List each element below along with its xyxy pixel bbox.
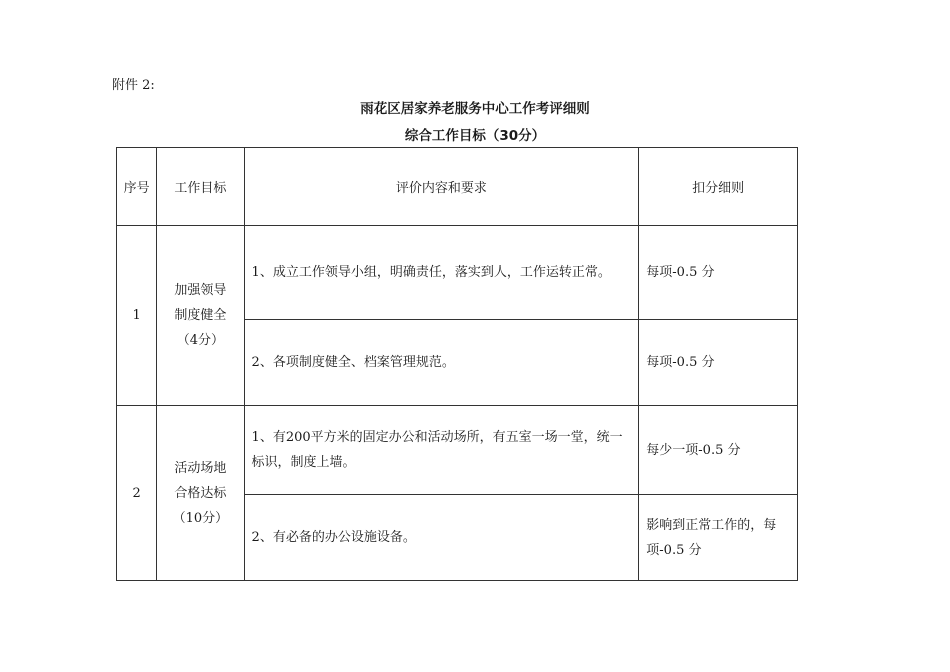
goal-score: （4分）: [176, 333, 224, 348]
deduction-cell: 每少一项-0.5 分: [639, 406, 798, 495]
goal-line: 合格达标: [174, 485, 227, 501]
goal-line: 制度健全: [174, 308, 227, 323]
deduction-cell: 影响到正常工作的，每项-0.5 分: [639, 495, 798, 581]
deduction-cell: 每项-0.5 分: [639, 320, 798, 406]
section-number: 1: [117, 226, 157, 406]
document-title: 雨花区居家养老服务中心工作考评细则: [360, 101, 590, 117]
requirement-cell: 1、成立工作领导小组，明确责任，落实到人，工作运转正常。: [244, 226, 639, 320]
table-row: [117, 406, 798, 495]
header-no: 序号: [117, 148, 157, 226]
requirement-cell: 2、各项制度健全、档案管理规范。: [244, 320, 639, 406]
section-goal: [157, 406, 244, 581]
requirement-cell: 1、有200平方米的固定办公和活动场所，有五室一场一堂，统一标识，制度上墙。: [244, 406, 639, 495]
goal-score: （10分）: [172, 510, 229, 526]
header-requirement: 评价内容和要求: [244, 148, 639, 226]
header-goal: 工作目标: [157, 148, 244, 226]
requirement-cell: 2、有必备的办公设施设备。: [244, 495, 639, 581]
table-row: [117, 226, 798, 320]
table-header-row: [117, 148, 798, 226]
document-subtitle: 综合工作目标（30分）: [404, 128, 546, 144]
goal-line: 活动场地: [174, 460, 227, 476]
attachment-label: 附件 2:: [112, 78, 155, 93]
evaluation-table: [116, 147, 798, 581]
header-deduction: 扣分细则: [639, 148, 798, 226]
section-number: 2: [117, 406, 157, 581]
section-goal: [157, 226, 244, 406]
deduction-cell: 每项-0.5 分: [639, 226, 798, 320]
goal-line: 加强领导: [174, 283, 227, 298]
